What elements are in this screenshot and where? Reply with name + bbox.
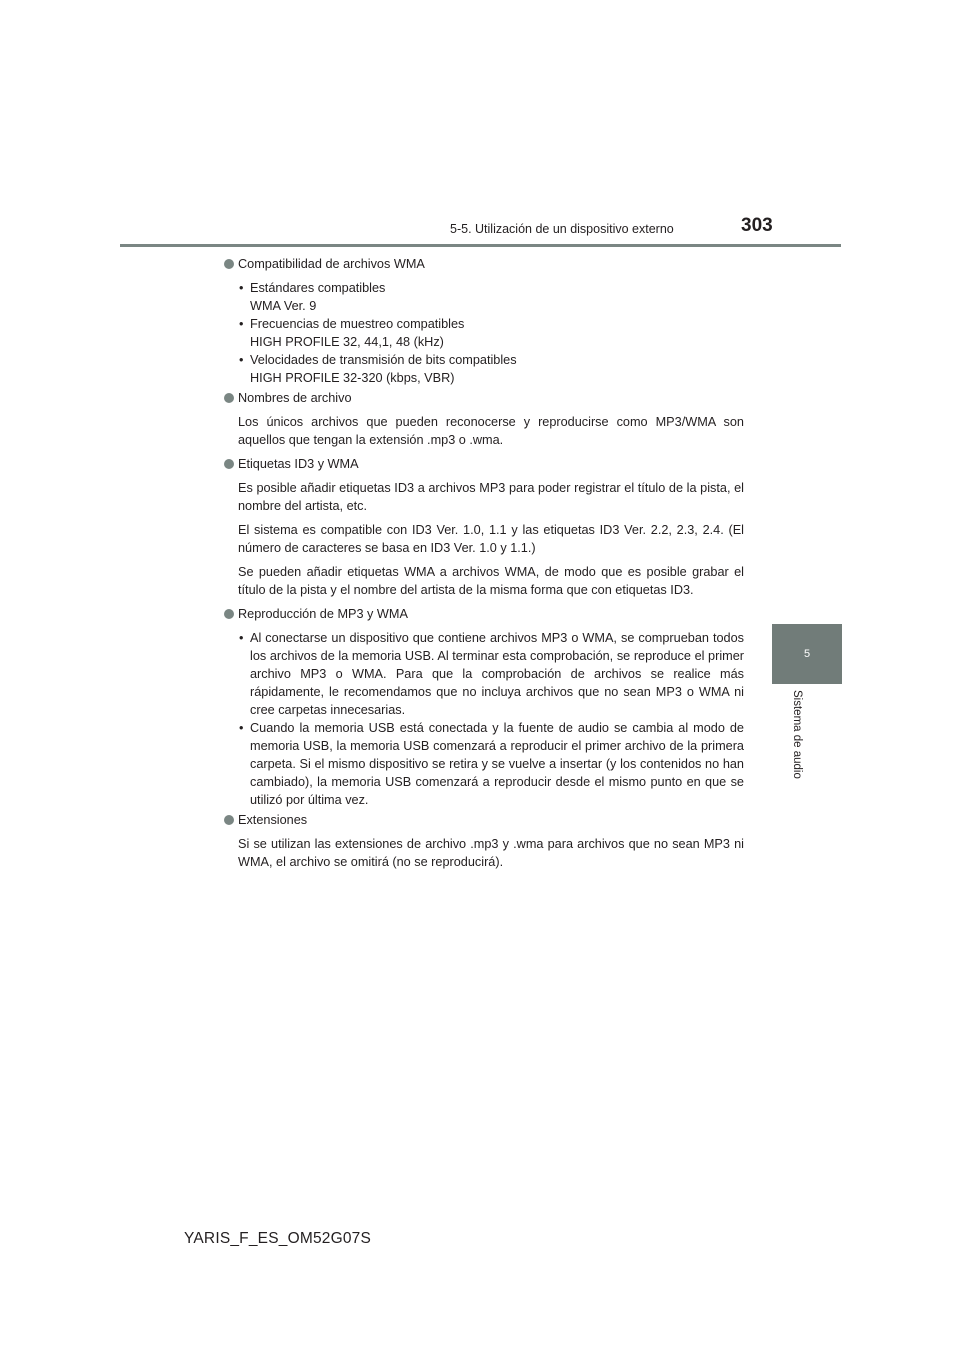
heading-text: Nombres de archivo bbox=[238, 391, 352, 405]
section-heading bbox=[224, 389, 744, 407]
paragraph: Si se utilizan las extensiones de archivo .mp3 y .wma para archivos que no sean MP3 ni WMA, el archivo se omitirá (no se reproducirá). bbox=[238, 837, 744, 869]
page-number: 303 bbox=[741, 215, 773, 236]
list-item-text: Estándares compatibles bbox=[250, 281, 386, 295]
list-item bbox=[238, 279, 744, 315]
paragraph: Es posible añadir etiquetas ID3 a archivos MP3 para poder registrar el título de la pista, el nombre del artista, etc. bbox=[238, 481, 744, 513]
bullet-circle-icon bbox=[224, 259, 234, 269]
chapter-label: Sistema de audio bbox=[791, 690, 803, 779]
section-heading bbox=[224, 605, 744, 623]
footer-code: YARIS_F_ES_OM52G07S bbox=[184, 1230, 372, 1247]
list-item-sub: HIGH PROFILE 32, 44,1, 48 (kHz) bbox=[250, 335, 444, 349]
bullet-circle-icon bbox=[224, 609, 234, 619]
list-item-text: Frecuencias de muestreo compatibles bbox=[250, 317, 465, 331]
paragraph: Los únicos archivos que pueden reconocerse y reproducirse como MP3/WMA son aquellos que tengan la extensión .mp3 o .wma. bbox=[238, 415, 744, 447]
wma-list bbox=[238, 279, 744, 387]
list-bullet: • bbox=[239, 721, 244, 735]
chapter-tab bbox=[772, 624, 842, 684]
bullet-circle-icon bbox=[224, 459, 234, 469]
list-bullet: • bbox=[239, 631, 244, 645]
list-item-text: Velocidades de transmisión de bits compatibles bbox=[250, 353, 517, 367]
content bbox=[224, 255, 744, 877]
list-item-sub: WMA Ver. 9 bbox=[250, 299, 317, 313]
section-heading bbox=[224, 455, 744, 473]
section-heading bbox=[224, 811, 744, 829]
heading-text: Extensiones bbox=[238, 813, 308, 827]
list-item-text: Al conectarse un dispositivo que contiene archivos MP3 o WMA, se comprueban todos los archivos de la memoria USB. Al terminar esta comprobación, se reproduce el primer archivo MP3 o WMA. Para que la comprobación de archivos se realice más rápidamente, le recomendamos que no incluya archivos que no sean MP3 o WMA ni cree carpetas innecesarias. bbox=[250, 631, 744, 717]
list-item bbox=[238, 351, 744, 387]
list-item-sub: HIGH PROFILE 32-320 (kbps, VBR) bbox=[250, 371, 455, 385]
playback-list bbox=[238, 629, 744, 809]
list-bullet: • bbox=[239, 317, 244, 331]
header-title: 5-5. Utilización de un dispositivo externo bbox=[450, 222, 674, 236]
chapter-number: 5 bbox=[803, 648, 811, 660]
section-wma bbox=[224, 255, 744, 387]
list-bullet: • bbox=[239, 353, 244, 367]
paragraph: Se pueden añadir etiquetas WMA a archivos WMA, de modo que es posible grabar el título de la pista y el nombre del artista de la misma forma que con etiquetas ID3. bbox=[238, 565, 744, 597]
header-rule bbox=[120, 244, 841, 247]
heading-text: Etiquetas ID3 y WMA bbox=[238, 457, 359, 471]
section-heading bbox=[224, 255, 744, 273]
section-extensions bbox=[224, 811, 744, 871]
heading-text: Reproducción de MP3 y WMA bbox=[238, 607, 408, 621]
section-filenames bbox=[224, 389, 744, 449]
list-item bbox=[238, 719, 744, 809]
paragraph: El sistema es compatible con ID3 Ver. 1.0, 1.1 y las etiquetas ID3 Ver. 2.2, 2.3, 2.4. (El número de caracteres se basa en ID3 Ver. 1.0 y 1.1.) bbox=[238, 523, 744, 555]
list-item-text: Cuando la memoria USB está conectada y la fuente de audio se cambia al modo de memoria USB, la memoria USB comenzará a reproducir el primer archivo de la primera carpeta. Si el mismo dispositivo se retira y se vuelve a insertar (y los contenidos no han cambiado), la memoria USB comenzará a reproducir desde el mismo punto en que se utilizó por última vez. bbox=[250, 721, 744, 807]
heading-text: Compatibilidad de archivos WMA bbox=[238, 257, 425, 271]
bullet-circle-icon bbox=[224, 815, 234, 825]
bullet-circle-icon bbox=[224, 393, 234, 403]
list-item bbox=[238, 629, 744, 719]
section-tags bbox=[224, 455, 744, 599]
list-bullet: • bbox=[239, 281, 244, 295]
list-item bbox=[238, 315, 744, 351]
section-playback bbox=[224, 605, 744, 809]
